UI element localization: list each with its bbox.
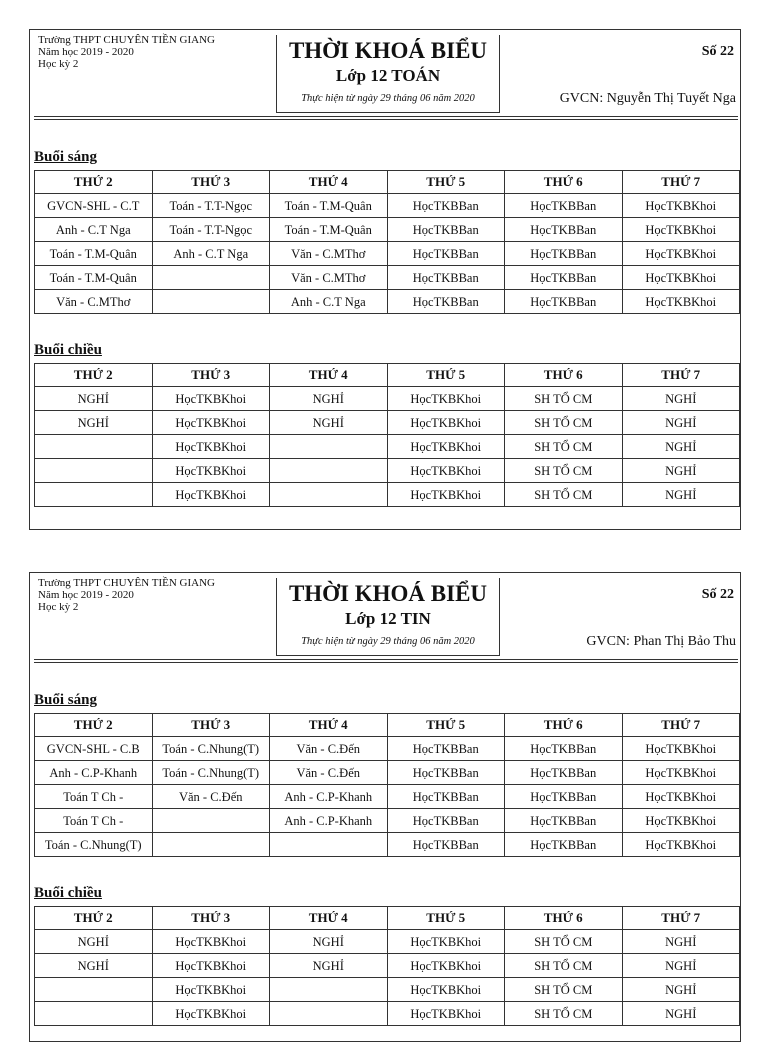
effective-date: Thực hiện từ ngày 29 tháng 06 năm 2020 — [301, 636, 475, 647]
table-cell: HọcTKBBan — [387, 761, 505, 785]
table-cell: NGHỈ — [622, 435, 740, 459]
table-cell: NGHỈ — [622, 978, 740, 1002]
table-cell: HọcTKBKhoi — [387, 1002, 505, 1026]
table-cell: HọcTKBBan — [387, 809, 505, 833]
table-cell: HọcTKBKhoi — [152, 387, 270, 411]
table-cell — [35, 978, 153, 1002]
column-header: THỨ 2 — [35, 364, 153, 387]
table-row — [35, 930, 740, 954]
sheet-header — [30, 573, 740, 657]
table-cell: SH TỔ CM — [505, 1002, 623, 1026]
column-header: THỨ 5 — [387, 907, 505, 930]
column-header: THỨ 3 — [152, 907, 270, 930]
table-row — [35, 218, 740, 242]
table-cell: HọcTKBBan — [505, 266, 623, 290]
header-divider — [34, 659, 738, 660]
morning-label: Buổi sáng — [34, 149, 97, 165]
table-cell: HọcTKBKhoi — [152, 435, 270, 459]
column-header: THỨ 6 — [505, 907, 623, 930]
table-cell: NGHỈ — [35, 387, 153, 411]
table-cell: HọcTKBBan — [387, 290, 505, 314]
column-header: THỨ 2 — [35, 714, 153, 737]
table-cell: HọcTKBBan — [505, 290, 623, 314]
title-box — [276, 35, 500, 113]
column-header: THỨ 7 — [622, 907, 740, 930]
table-cell: HọcTKBKhoi — [387, 435, 505, 459]
morning-table — [34, 713, 740, 857]
table-cell: Toán - T.T-Ngọc — [152, 194, 270, 218]
table-cell: NGHỈ — [622, 1002, 740, 1026]
table-cell: SH TỔ CM — [505, 411, 623, 435]
table-cell: GVCN-SHL - C.B — [35, 737, 153, 761]
table-row — [35, 1002, 740, 1026]
table-cell: HọcTKBKhoi — [152, 483, 270, 507]
effective-date: Thực hiện từ ngày 29 tháng 06 năm 2020 — [301, 93, 475, 104]
table-cell: HọcTKBKhoi — [622, 290, 740, 314]
table-cell — [270, 459, 388, 483]
table-cell: HọcTKBKhoi — [152, 1002, 270, 1026]
table-cell: Anh - C.T Nga — [270, 290, 388, 314]
table-row — [35, 809, 740, 833]
table-cell — [152, 833, 270, 857]
table-cell: HọcTKBBan — [505, 194, 623, 218]
table-cell: NGHỈ — [622, 483, 740, 507]
table-cell: HọcTKBBan — [505, 785, 623, 809]
timetable-sheet-12-toan — [29, 29, 741, 530]
column-header: THỨ 5 — [387, 364, 505, 387]
table-cell: HọcTKBBan — [505, 809, 623, 833]
table-cell: Toán - T.T-Ngọc — [152, 218, 270, 242]
table-cell: NGHỈ — [35, 411, 153, 435]
column-header: THỨ 5 — [387, 714, 505, 737]
timetable-number: Số 22 — [701, 587, 734, 602]
column-header: THỨ 6 — [505, 171, 623, 194]
column-header: THỨ 4 — [270, 907, 388, 930]
morning-label: Buổi sáng — [34, 692, 97, 708]
morning-table — [34, 170, 740, 314]
table-row — [35, 266, 740, 290]
table-row — [35, 411, 740, 435]
table-cell — [35, 459, 153, 483]
table-cell: HọcTKBKhoi — [622, 833, 740, 857]
table-row — [35, 483, 740, 507]
table-cell: HọcTKBKhoi — [152, 411, 270, 435]
column-header: THỨ 2 — [35, 907, 153, 930]
table-cell: SH TỔ CM — [505, 930, 623, 954]
column-header: THỨ 4 — [270, 364, 388, 387]
column-header: THỨ 7 — [622, 714, 740, 737]
table-cell: SH TỔ CM — [505, 483, 623, 507]
column-header: THỨ 5 — [387, 171, 505, 194]
school-info — [38, 34, 278, 70]
table-cell: HọcTKBKhoi — [622, 218, 740, 242]
table-cell: NGHỈ — [35, 930, 153, 954]
table-cell: NGHỈ — [622, 387, 740, 411]
table-cell: Văn - C.MThơ — [35, 290, 153, 314]
class-name: Lớp 12 TOÁN — [335, 66, 441, 85]
table-cell: NGHỈ — [270, 954, 388, 978]
table-row — [35, 290, 740, 314]
table-cell — [152, 266, 270, 290]
table-cell — [270, 1002, 388, 1026]
table-cell: HọcTKBKhoi — [387, 978, 505, 1002]
column-header: THỨ 3 — [152, 171, 270, 194]
table-cell — [270, 978, 388, 1002]
table-row — [35, 761, 740, 785]
table-cell: HọcTKBKhoi — [152, 954, 270, 978]
table-cell: HọcTKBKhoi — [622, 737, 740, 761]
afternoon-label: Buổi chiều — [34, 885, 102, 901]
table-header-row — [35, 364, 740, 387]
table-cell: SH TỔ CM — [505, 387, 623, 411]
table-cell: HọcTKBKhoi — [622, 809, 740, 833]
table-cell: Anh - C.P-Khanh — [270, 809, 388, 833]
afternoon-label: Buổi chiều — [34, 342, 102, 358]
table-row — [35, 194, 740, 218]
homeroom-teacher: GVCN: Nguyễn Thị Tuyết Nga — [559, 91, 736, 106]
table-cell — [35, 1002, 153, 1026]
table-cell: HọcTKBKhoi — [387, 930, 505, 954]
table-cell: SH TỔ CM — [505, 435, 623, 459]
column-header: THỨ 3 — [152, 364, 270, 387]
table-row — [35, 737, 740, 761]
semester: Học kỳ 2 — [38, 58, 79, 70]
table-cell — [152, 290, 270, 314]
table-cell: NGHỈ — [270, 411, 388, 435]
table-cell — [152, 809, 270, 833]
school-name: Trường THPT CHUYÊN TIỀN GIANG — [38, 577, 215, 589]
table-cell: NGHỈ — [35, 954, 153, 978]
homeroom-teacher: GVCN: Phan Thị Bảo Thu — [586, 634, 736, 649]
table-cell: HọcTKBBan — [387, 737, 505, 761]
table-cell: HọcTKBKhoi — [622, 266, 740, 290]
semester: Học kỳ 2 — [38, 601, 79, 613]
table-cell: HọcTKBKhoi — [387, 387, 505, 411]
column-header: THỨ 4 — [270, 171, 388, 194]
table-cell: Toán - T.M-Quân — [270, 194, 388, 218]
table-cell: HọcTKBBan — [505, 833, 623, 857]
table-cell: Văn - C.Đến — [270, 737, 388, 761]
table-row — [35, 785, 740, 809]
table-header-row — [35, 907, 740, 930]
column-header: THỨ 6 — [505, 714, 623, 737]
table-cell: Văn - C.MThơ — [270, 266, 388, 290]
table-cell: Toán - T.M-Quân — [270, 218, 388, 242]
table-cell: HọcTKBBan — [387, 194, 505, 218]
table-cell: HọcTKBBan — [387, 242, 505, 266]
class-name: Lớp 12 TIN — [345, 609, 431, 628]
table-header-row — [35, 714, 740, 737]
table-cell: SH TỔ CM — [505, 954, 623, 978]
table-cell: SH TỔ CM — [505, 978, 623, 1002]
title-box — [276, 578, 500, 656]
table-cell: HọcTKBKhoi — [387, 411, 505, 435]
table-cell: Văn - C.Đến — [152, 785, 270, 809]
header-divider — [34, 662, 738, 663]
table-cell: NGHỈ — [622, 411, 740, 435]
table-cell: NGHỈ — [622, 954, 740, 978]
table-cell — [270, 833, 388, 857]
table-cell: Toán - T.M-Quân — [35, 242, 153, 266]
table-cell: HọcTKBKhoi — [622, 761, 740, 785]
school-name: Trường THPT CHUYÊN TIỀN GIANG — [38, 34, 215, 46]
table-cell: HọcTKBKhoi — [152, 459, 270, 483]
table-cell — [270, 435, 388, 459]
table-cell: HọcTKBBan — [505, 761, 623, 785]
table-cell: HọcTKBKhoi — [622, 785, 740, 809]
table-row — [35, 833, 740, 857]
table-cell: HọcTKBBan — [505, 242, 623, 266]
column-header: THỨ 6 — [505, 364, 623, 387]
table-cell: NGHỈ — [270, 930, 388, 954]
table-cell: Toán - T.M-Quân — [35, 266, 153, 290]
table-cell: HọcTKBBan — [387, 266, 505, 290]
table-row — [35, 978, 740, 1002]
sheet-header — [30, 30, 740, 114]
table-cell: NGHỈ — [622, 459, 740, 483]
table-cell: Toán - C.Nhung(T) — [152, 761, 270, 785]
table-cell: Toán - C.Nhung(T) — [152, 737, 270, 761]
table-cell: NGHỈ — [622, 930, 740, 954]
timetable-number: Số 22 — [701, 44, 734, 59]
table-cell — [270, 483, 388, 507]
table-cell: HọcTKBBan — [387, 218, 505, 242]
table-row — [35, 242, 740, 266]
table-cell: Anh - C.P-Khanh — [35, 761, 153, 785]
school-year: Năm học 2019 - 2020 — [38, 46, 134, 58]
column-header: THỨ 4 — [270, 714, 388, 737]
timetable-sheet-12-tin — [29, 572, 741, 1042]
table-cell: HọcTKBKhoi — [152, 978, 270, 1002]
table-cell: SH TỔ CM — [505, 459, 623, 483]
table-cell: HọcTKBBan — [505, 737, 623, 761]
table-row — [35, 387, 740, 411]
table-cell — [35, 483, 153, 507]
table-cell: NGHỈ — [270, 387, 388, 411]
table-cell: Anh - C.T Nga — [35, 218, 153, 242]
table-cell: HọcTKBKhoi — [152, 930, 270, 954]
table-cell: HọcTKBKhoi — [622, 194, 740, 218]
table-cell: HọcTKBBan — [387, 833, 505, 857]
column-header: THỨ 7 — [622, 171, 740, 194]
table-row — [35, 435, 740, 459]
table-cell: Toán T Ch - — [35, 809, 153, 833]
school-year: Năm học 2019 - 2020 — [38, 589, 134, 601]
table-cell: Toán T Ch - — [35, 785, 153, 809]
header-divider — [34, 119, 738, 120]
table-cell: HọcTKBBan — [387, 785, 505, 809]
table-cell: Toán - C.Nhung(T) — [35, 833, 153, 857]
table-cell: HọcTKBKhoi — [387, 483, 505, 507]
table-cell: Anh - C.P-Khanh — [270, 785, 388, 809]
table-cell: HọcTKBKhoi — [622, 242, 740, 266]
afternoon-table — [34, 906, 740, 1026]
column-header: THỨ 2 — [35, 171, 153, 194]
table-cell: GVCN-SHL - C.T — [35, 194, 153, 218]
timetable-title: THỜI KHOÁ BIỂU — [288, 38, 488, 63]
timetable-title: THỜI KHOÁ BIỂU — [288, 581, 488, 606]
table-cell: Văn - C.MThơ — [270, 242, 388, 266]
table-row — [35, 459, 740, 483]
column-header: THỨ 7 — [622, 364, 740, 387]
table-cell: Văn - C.Đến — [270, 761, 388, 785]
table-cell: HọcTKBKhoi — [387, 459, 505, 483]
table-cell — [35, 435, 153, 459]
header-divider — [34, 116, 738, 117]
school-info — [38, 577, 278, 613]
column-header: THỨ 3 — [152, 714, 270, 737]
table-header-row — [35, 171, 740, 194]
table-cell: HọcTKBBan — [505, 218, 623, 242]
afternoon-table — [34, 363, 740, 507]
table-cell: HọcTKBKhoi — [387, 954, 505, 978]
table-row — [35, 954, 740, 978]
table-cell: Anh - C.T Nga — [152, 242, 270, 266]
